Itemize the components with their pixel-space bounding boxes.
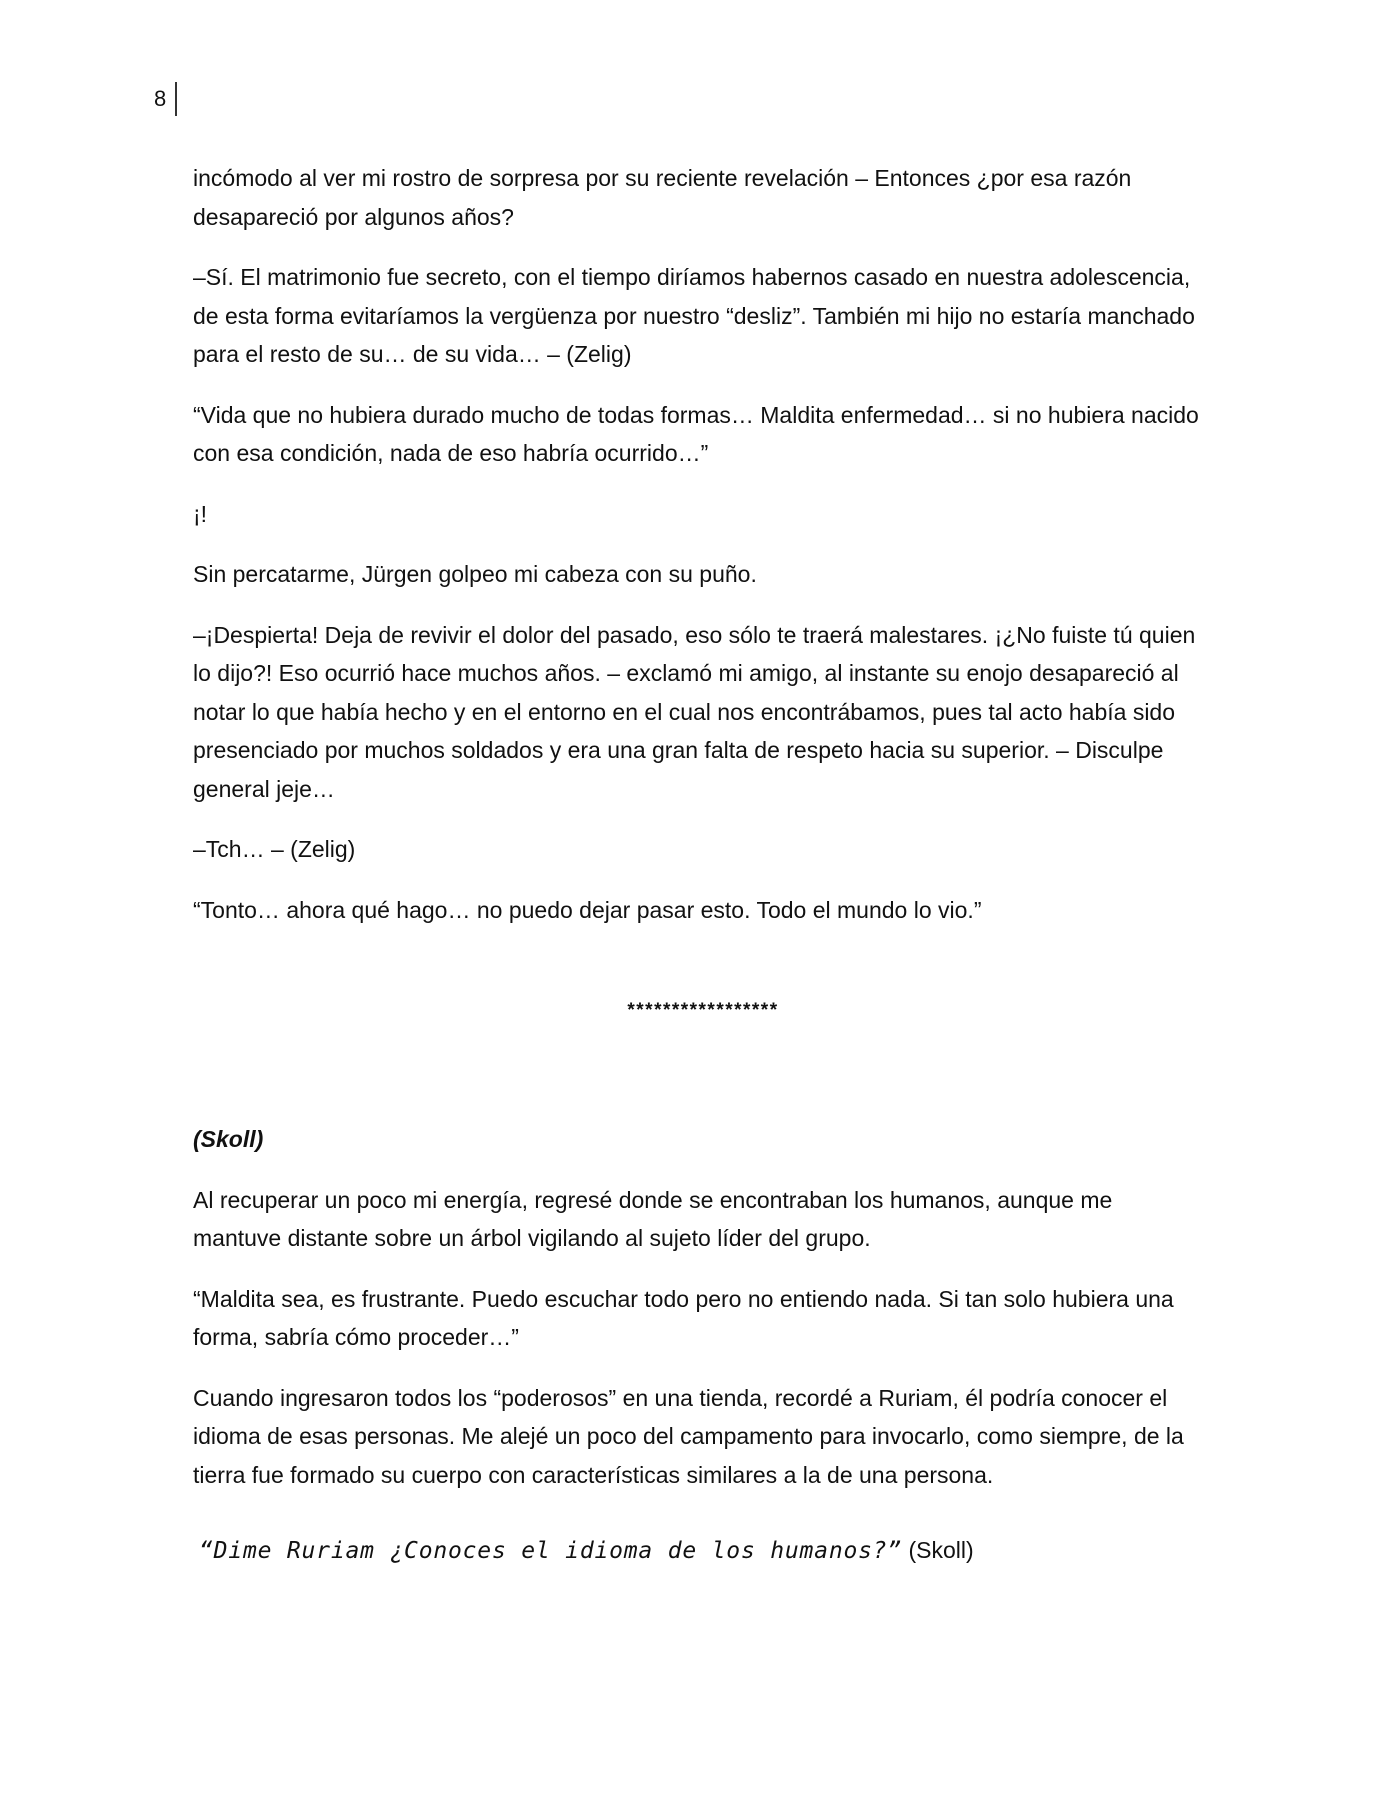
paragraph: “Vida que no hubiera durado mucho de todas formas… Maldita enfermedad… si no hubiera nacido con esa condición, nada de eso habría ocurrido…” <box>193 401 1199 466</box>
page-header <box>154 82 177 116</box>
speaker-heading: (Skoll) <box>193 1126 264 1152</box>
paragraph: Al recuperar un poco mi energía, regresé donde se encontraban los humanos, aunque me mantuve distante sobre un árbol vigilando al sujeto líder del grupo. <box>193 1186 1113 1251</box>
paragraph: ¡! <box>193 500 208 527</box>
paragraph: –Tch… – (Zelig) <box>193 836 356 862</box>
paragraph: Sin percatarme, Jürgen golpeo mi cabeza con su puño. <box>193 561 757 587</box>
speaker-attribution: (Skoll) <box>902 1537 974 1563</box>
paragraph: –Sí. El matrimonio fue secreto, con el tiempo diríamos habernos casado en nuestra adolescencia, de esta forma evitaríamos la vergüenza por nuestro “desliz”. También mi hijo no estaría manchado para el resto de su… de su vida… – (Zelig) <box>193 264 1195 367</box>
paragraph: –¡Despierta! Deja de revivir el dolor del pasado, eso sólo te traerá malestares. ¡¿No fuiste tú quien lo dijo?! Eso ocurrió hace muchos años. – exclamó mi amigo, al instante su enojo desapareció al notar lo que había hecho y en el entorno en el cual nos encontrábamos, pues tal acto había sido presenciado por muchos soldados y era una gran falta de respeto hacia su superior. – Disculpe general jeje… <box>193 621 1196 802</box>
header-divider <box>175 82 177 116</box>
paragraph: “Tonto… ahora qué hago… no puedo dejar pasar esto. Todo el mundo lo vio.” <box>193 896 982 923</box>
page-number: 8 <box>154 86 167 111</box>
paragraph: “Maldita sea, es frustrante. Puedo escuchar todo pero no entiendo nada. Si tan solo hubiera una forma, sabría cómo proceder…” <box>193 1285 1174 1350</box>
paragraph: incómodo al ver mi rostro de sorpresa por su reciente revelación – Entonces ¿por esa razón desapareció por algunos años? <box>193 165 1132 230</box>
paragraph: Cuando ingresaron todos los “poderosos” en una tienda, recordé a Ruriam, él podría conocer el idioma de esas personas. Me alejé un poco del campamento para invocarlo, como siempre, de la tierra fue formado su cuerpo con características similares a la de una persona. <box>193 1384 1184 1488</box>
page-body <box>193 159 1203 1571</box>
scene-separator: ***************** <box>627 1000 779 1021</box>
final-dialogue <box>193 1530 1203 1571</box>
spirit-speech-quote: “Dime Ruriam ¿Conoces el idioma de los humanos?” <box>199 1538 903 1564</box>
